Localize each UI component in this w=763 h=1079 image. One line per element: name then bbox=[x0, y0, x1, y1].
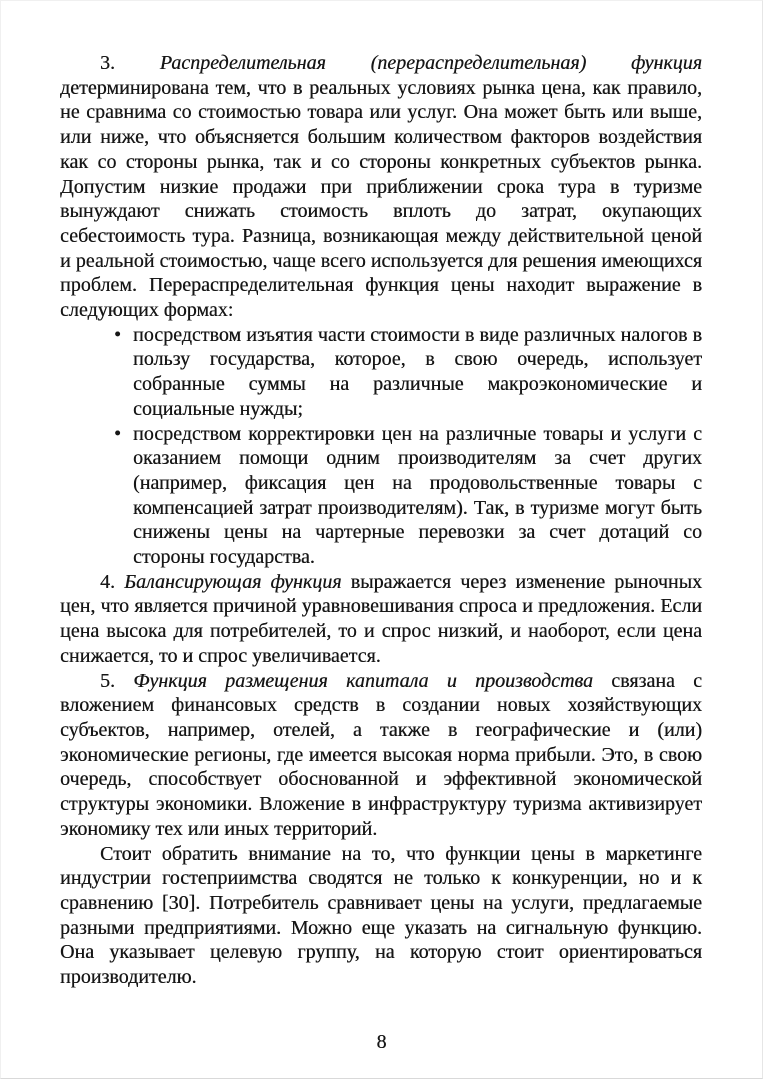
italic-text-segment: Распределительная (перераспределительная) функция bbox=[159, 52, 702, 74]
italic-text-segment: Функция размещения капитала и производства bbox=[133, 669, 593, 692]
bullet-icon: • bbox=[114, 422, 122, 445]
italic-text-segment: Балансирующая функция bbox=[124, 570, 342, 593]
text-segment: детерминирована тем, что в реальных условиях рынка цена, как правило, не сравнима со стоимостью товара или услуг. Она может быть или выше, или ниже, что объясняется большим количеством факторов воздействия как со стороны рынка, так и со стороны конкретных субъектов рынка. Допустим низкие продажи при приближении срока тура в туризме вынуждают снижать стоимость вплоть до затрат, окупающих себестоимость тура. Разница, возникающая между действительной ценой и реальной стоимостью, чаще всего используется для решения имеющихся проблем. Перераспределительная функция цены находит выражение в следующих формах: bbox=[60, 76, 702, 322]
page-number: 8 bbox=[376, 1031, 387, 1053]
paragraph bbox=[60, 842, 702, 990]
text-segment: 4. bbox=[100, 570, 125, 593]
text-segment: 3. bbox=[100, 52, 160, 74]
bullet-icon: • bbox=[114, 323, 122, 346]
bullet-list bbox=[60, 323, 702, 570]
page-text-body bbox=[60, 51, 702, 990]
paragraph bbox=[60, 51, 702, 323]
paragraph bbox=[60, 669, 702, 842]
text-segment: посредством изъятия части стоимости в виде различных налогов в пользу государства, которое, в свою очередь, использует собранные суммы на различные макроэкономические и социальные нужды; bbox=[133, 323, 702, 420]
bullet-item bbox=[114, 422, 702, 570]
text-segment: выражается через изменение рыночных цен, что является причиной уравновешивания спроса и предложения. Если цена высока для потребителей, то и спрос низкий, и наоборот, если цена снижается, то и спрос увеличивается. bbox=[60, 570, 703, 667]
text-segment: посредством корректировки цен на различные товары и услуги с оказанием помощи одним производителям за счет других (например, фиксация цен на продовольственные товары с компенсацией затрат производителям). Так, в туризме могут быть снижены цены на чартерные перевозки за счет дотаций со стороны государства. bbox=[133, 422, 702, 569]
paragraph bbox=[60, 570, 702, 669]
text-segment: Стоит обратить внимание на то, что функции цены в маркетинге индустрии гостеприимства сводятся не только к конкуренции, но и к сравнению [30]. Потребитель сравнивает цены на услуги, предлагаемые разными предприятиями. Можно еще указать на сигнальную функцию. Она указывает целевую группу, на которую стоит ориентироваться производителю. bbox=[60, 842, 702, 989]
text-segment: связана с вложением финансовых средств в создании новых хозяйствующих субъектов, например, отелей, а также в географические и (или) экономические регионы, где имеется высокая норма прибыли. Это, в свою очередь, способствует обоснованной и эффективной экономической структуры экономики. Вложение в инфраструктуру туризма активизирует экономику тех или иных территорий. bbox=[60, 669, 703, 840]
text-segment: 5. bbox=[100, 669, 134, 692]
page-footer bbox=[1, 1031, 762, 1054]
bullet-item bbox=[114, 323, 702, 422]
